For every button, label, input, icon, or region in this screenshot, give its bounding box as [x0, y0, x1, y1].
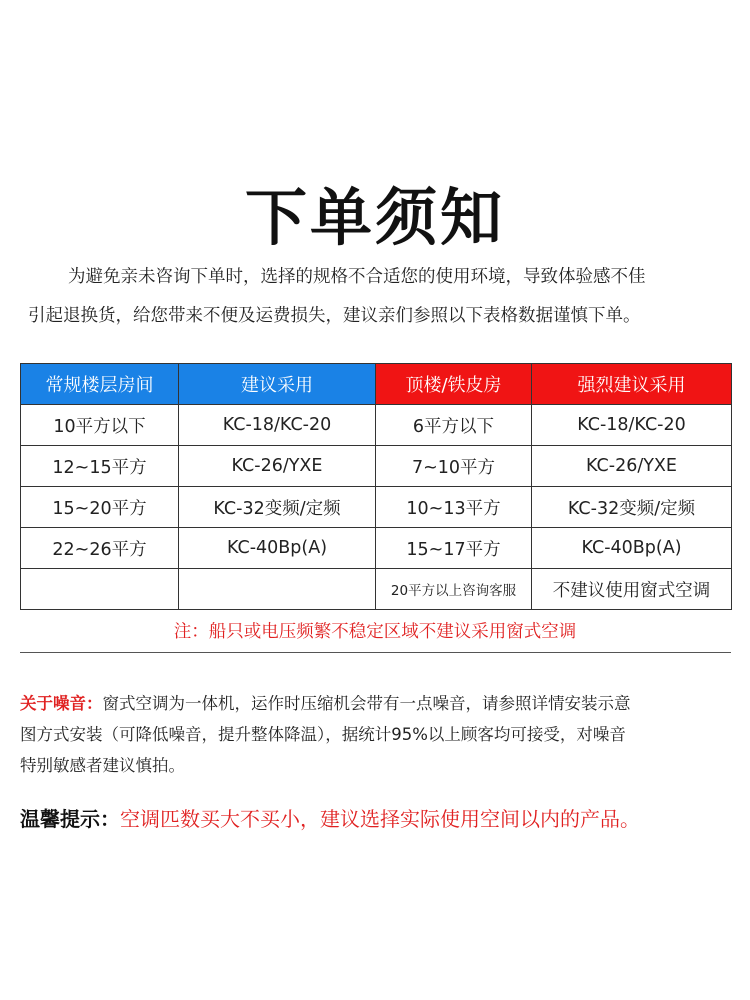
section-divider — [20, 652, 731, 653]
table-row — [21, 569, 732, 610]
table-cell: KC-18/KC-20 — [179, 405, 376, 446]
header-top-floor: 顶楼/铁皮房 — [376, 364, 532, 405]
intro-paragraph — [28, 258, 728, 336]
size-guide-table — [20, 363, 732, 610]
noise-line-1 — [20, 688, 735, 719]
table-cell: 20平方以上咨询客服 — [376, 569, 532, 610]
table-cell: KC-18/KC-20 — [532, 405, 732, 446]
table-cell: 不建议使用窗式空调 — [532, 569, 732, 610]
table-row — [21, 528, 732, 569]
intro-line-1: 为避免亲未咨询下单时，选择的规格不合适您的使用环境，导致体验感不佳 — [68, 267, 646, 287]
table-cell: 10~13平方 — [376, 487, 532, 528]
warm-tip — [20, 802, 740, 836]
table-row — [21, 446, 732, 487]
table-cell: 12~15平方 — [21, 446, 179, 487]
table-cell: 7~10平方 — [376, 446, 532, 487]
noise-line-2: 图方式安装（可降低噪音，提升整体降温），据统计95%以上顾客均可接受，对噪音 — [20, 725, 626, 744]
noise-text-1: 窗式空调为一体机，运作时压缩机会带有一点噪音，请参照详情安装示意 — [102, 694, 631, 713]
table-cell: KC-32变频/定频 — [179, 487, 376, 528]
header-strongly-suggested: 强烈建议采用 — [532, 364, 732, 405]
table-header-row — [21, 364, 732, 405]
table-cell: 22~26平方 — [21, 528, 179, 569]
table-cell: 15~20平方 — [21, 487, 179, 528]
table-cell: KC-40Bp(A) — [179, 528, 376, 569]
header-suggested: 建议采用 — [179, 364, 376, 405]
warning-note: 注：船只或电压频繁不稳定区域不建议采用窗式空调 — [173, 622, 577, 642]
table-cell: 15~17平方 — [376, 528, 532, 569]
table-cell — [21, 569, 179, 610]
tip-text: 空调匹数买大不买小，建议选择实际使用空间以内的产品。 — [120, 807, 640, 831]
intro-line-2: 引起退换货，给您带来不便及运费损失，建议亲们参照以下表格数据谨慎下单。 — [28, 306, 641, 326]
noise-line-3: 特别敏感者建议慎拍。 — [20, 756, 185, 775]
table-row — [21, 487, 732, 528]
noise-label: 关于噪音： — [20, 694, 103, 713]
page-title: 下单须知 — [244, 181, 505, 254]
noise-paragraph — [20, 688, 735, 781]
table-cell: KC-26/YXE — [179, 446, 376, 487]
table-cell — [179, 569, 376, 610]
table-cell: KC-26/YXE — [532, 446, 732, 487]
table-row — [21, 405, 732, 446]
table-cell: KC-32变频/定频 — [532, 487, 732, 528]
header-regular-room: 常规楼层房间 — [21, 364, 179, 405]
table-cell: 6平方以下 — [376, 405, 532, 446]
table-cell: KC-40Bp(A) — [532, 528, 732, 569]
tip-label: 温馨提示： — [20, 807, 120, 831]
table-cell: 10平方以下 — [21, 405, 179, 446]
